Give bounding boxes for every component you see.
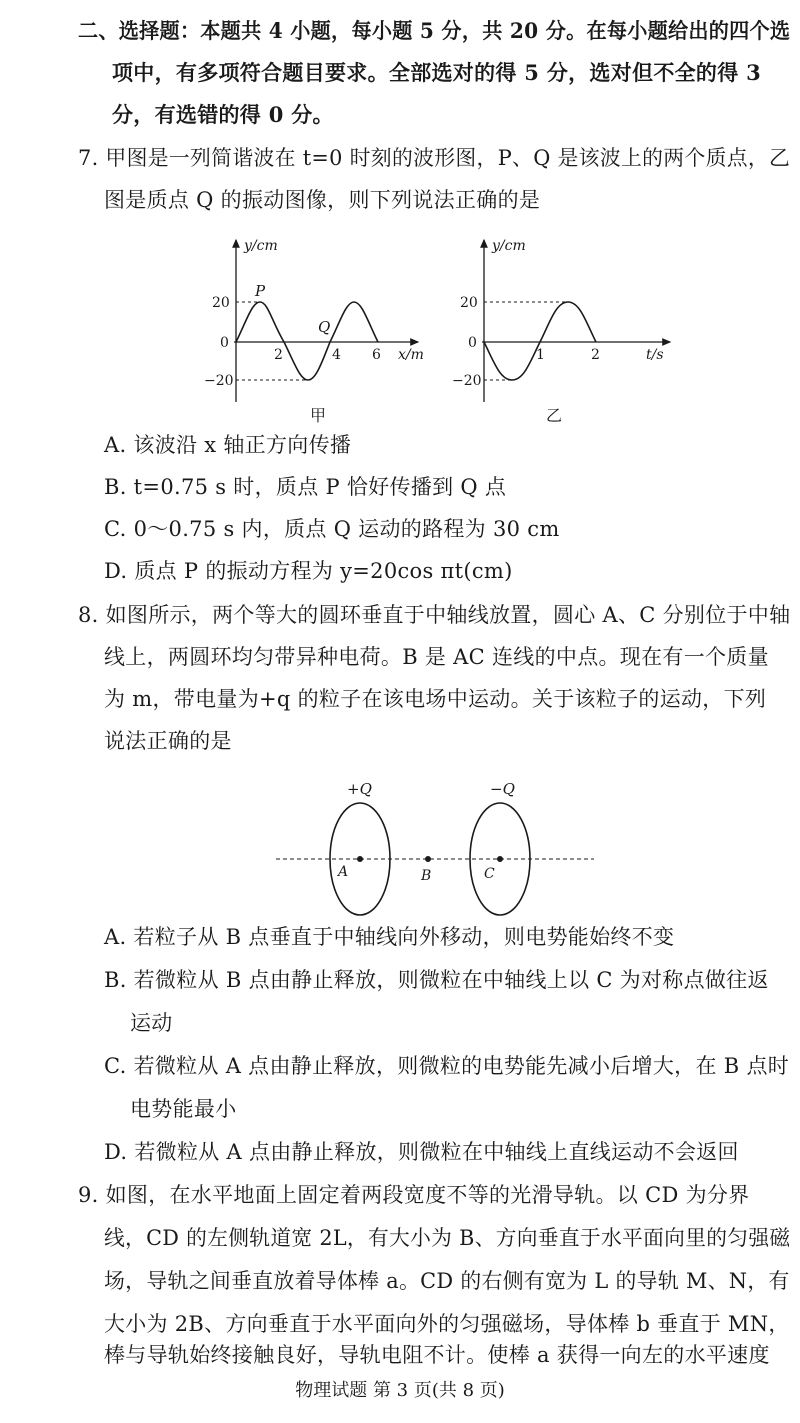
point-c-dot bbox=[497, 856, 503, 862]
point-b-label: B bbox=[421, 868, 432, 884]
yi-caption: 乙 bbox=[546, 406, 563, 425]
q7-figure-jia bbox=[200, 232, 430, 427]
jia-p-label: P bbox=[255, 282, 266, 300]
jia-y-pos: 20 bbox=[212, 295, 230, 311]
yi-x-label: t/s bbox=[646, 347, 664, 363]
q9-line5: 棒与导轨始终接触良好，导轨电阻不计。使棒 a 获得一向左的水平速度 bbox=[104, 1343, 770, 1367]
jia-caption: 甲 bbox=[310, 406, 327, 425]
page-footer: 物理试题 第 3 页(共 8 页) bbox=[295, 1380, 505, 1401]
q8-option-b-cont: 运动 bbox=[130, 1011, 173, 1035]
q7-option-b: B. t=0.75 s 时，质点 P 恰好传播到 Q 点 bbox=[104, 475, 507, 499]
jia-y-label: y/cm bbox=[244, 238, 278, 254]
q8-stem-line3: 为 m，带电量为+q 的粒子在该电场中运动。关于该粒子的运动，下列 bbox=[104, 687, 767, 711]
q7-option-a: A. 该波沿 x 轴正方向传播 bbox=[104, 433, 352, 457]
q8-figure-rings bbox=[270, 772, 610, 920]
jia-tick-2: 2 bbox=[274, 347, 283, 363]
q9-line1: 9. 如图，在水平地面上固定着两段宽度不等的光滑导轨。以 CD 为分界 bbox=[78, 1183, 750, 1207]
q9-line3: 场，导轨之间垂直放着导体棒 a。CD 的右侧有宽为 L 的导轨 M、N，有 bbox=[104, 1269, 790, 1293]
jia-y-neg: −20 bbox=[204, 373, 234, 389]
section-header-line3: 分，有选错的得 0 分。 bbox=[112, 102, 334, 127]
q8-option-d: D. 若微粒从 A 点由静止释放，则微粒在中轴线上直线运动不会返回 bbox=[104, 1140, 739, 1164]
q7-stem-line1: 7. 甲图是一列简谐波在 t=0 时刻的波形图，P、Q 是该波上的两个质点，乙 bbox=[78, 146, 791, 170]
point-a-label: A bbox=[338, 864, 349, 880]
q8-stem-line1: 8. 如图所示，两个等大的圆环垂直于中轴线放置，圆心 A、C 分别位于中轴 bbox=[78, 603, 791, 627]
charge-right-label: −Q bbox=[490, 780, 515, 798]
charge-left-label: +Q bbox=[347, 780, 372, 798]
yi-y-label: y/cm bbox=[492, 238, 526, 254]
q8-option-c: C. 若微粒从 A 点由静止释放，则微粒的电势能先减小后增大，在 B 点时 bbox=[104, 1054, 790, 1078]
q7-figure-yi bbox=[448, 232, 678, 427]
yi-origin: 0 bbox=[468, 335, 477, 351]
q7-option-d: D. 质点 P 的振动方程为 y=20cos πt(cm) bbox=[104, 559, 513, 583]
jia-x-label: x/m bbox=[398, 347, 424, 363]
jia-wave-curve bbox=[236, 302, 378, 380]
q8-stem-line2: 线上，两圆环均匀带异种电荷。B 是 AC 连线的中点。现在有一个质量 bbox=[104, 645, 769, 669]
section-header-line1: 二、选择题：本题共 4 小题，每小题 5 分，共 20 分。在每小题给出的四个选 bbox=[78, 18, 791, 43]
jia-tick-4: 4 bbox=[332, 347, 341, 363]
jia-tick-6: 6 bbox=[372, 347, 381, 363]
point-a-dot bbox=[357, 856, 363, 862]
jia-q-label: Q bbox=[318, 318, 331, 336]
yi-vibration-curve bbox=[484, 302, 596, 380]
yi-tick-2: 2 bbox=[591, 347, 600, 363]
point-c-label: C bbox=[484, 866, 495, 882]
q8-option-c-cont: 电势能最小 bbox=[130, 1097, 237, 1121]
yi-y-pos: 20 bbox=[460, 295, 478, 311]
q8-option-b: B. 若微粒从 B 点由静止释放，则微粒在中轴线上以 C 为对称点做往返 bbox=[104, 968, 769, 992]
jia-origin: 0 bbox=[220, 335, 229, 351]
q7-option-c: C. 0～0.75 s 内，质点 Q 运动的路程为 30 cm bbox=[104, 517, 560, 541]
yi-y-neg: −20 bbox=[452, 373, 482, 389]
yi-tick-1: 1 bbox=[536, 347, 545, 363]
section-header-line2: 项中，有多项符合题目要求。全部选对的得 5 分，选对但不全的得 3 bbox=[112, 60, 762, 85]
q9-line4: 大小为 2B、方向垂直于水平面向外的匀强磁场，导体棒 b 垂直于 MN， bbox=[104, 1312, 790, 1336]
q9-line2: 线，CD 的左侧轨道宽 2L，有大小为 B、方向垂直于水平面向里的匀强磁 bbox=[104, 1226, 791, 1250]
q7-stem-line2: 图是质点 Q 的振动图像，则下列说法正确的是 bbox=[104, 188, 541, 212]
point-b-dot bbox=[425, 856, 431, 862]
q8-stem-line4: 说法正确的是 bbox=[104, 729, 232, 753]
q8-option-a: A. 若粒子从 B 点垂直于中轴线向外移动，则电势能始终不变 bbox=[104, 925, 675, 949]
